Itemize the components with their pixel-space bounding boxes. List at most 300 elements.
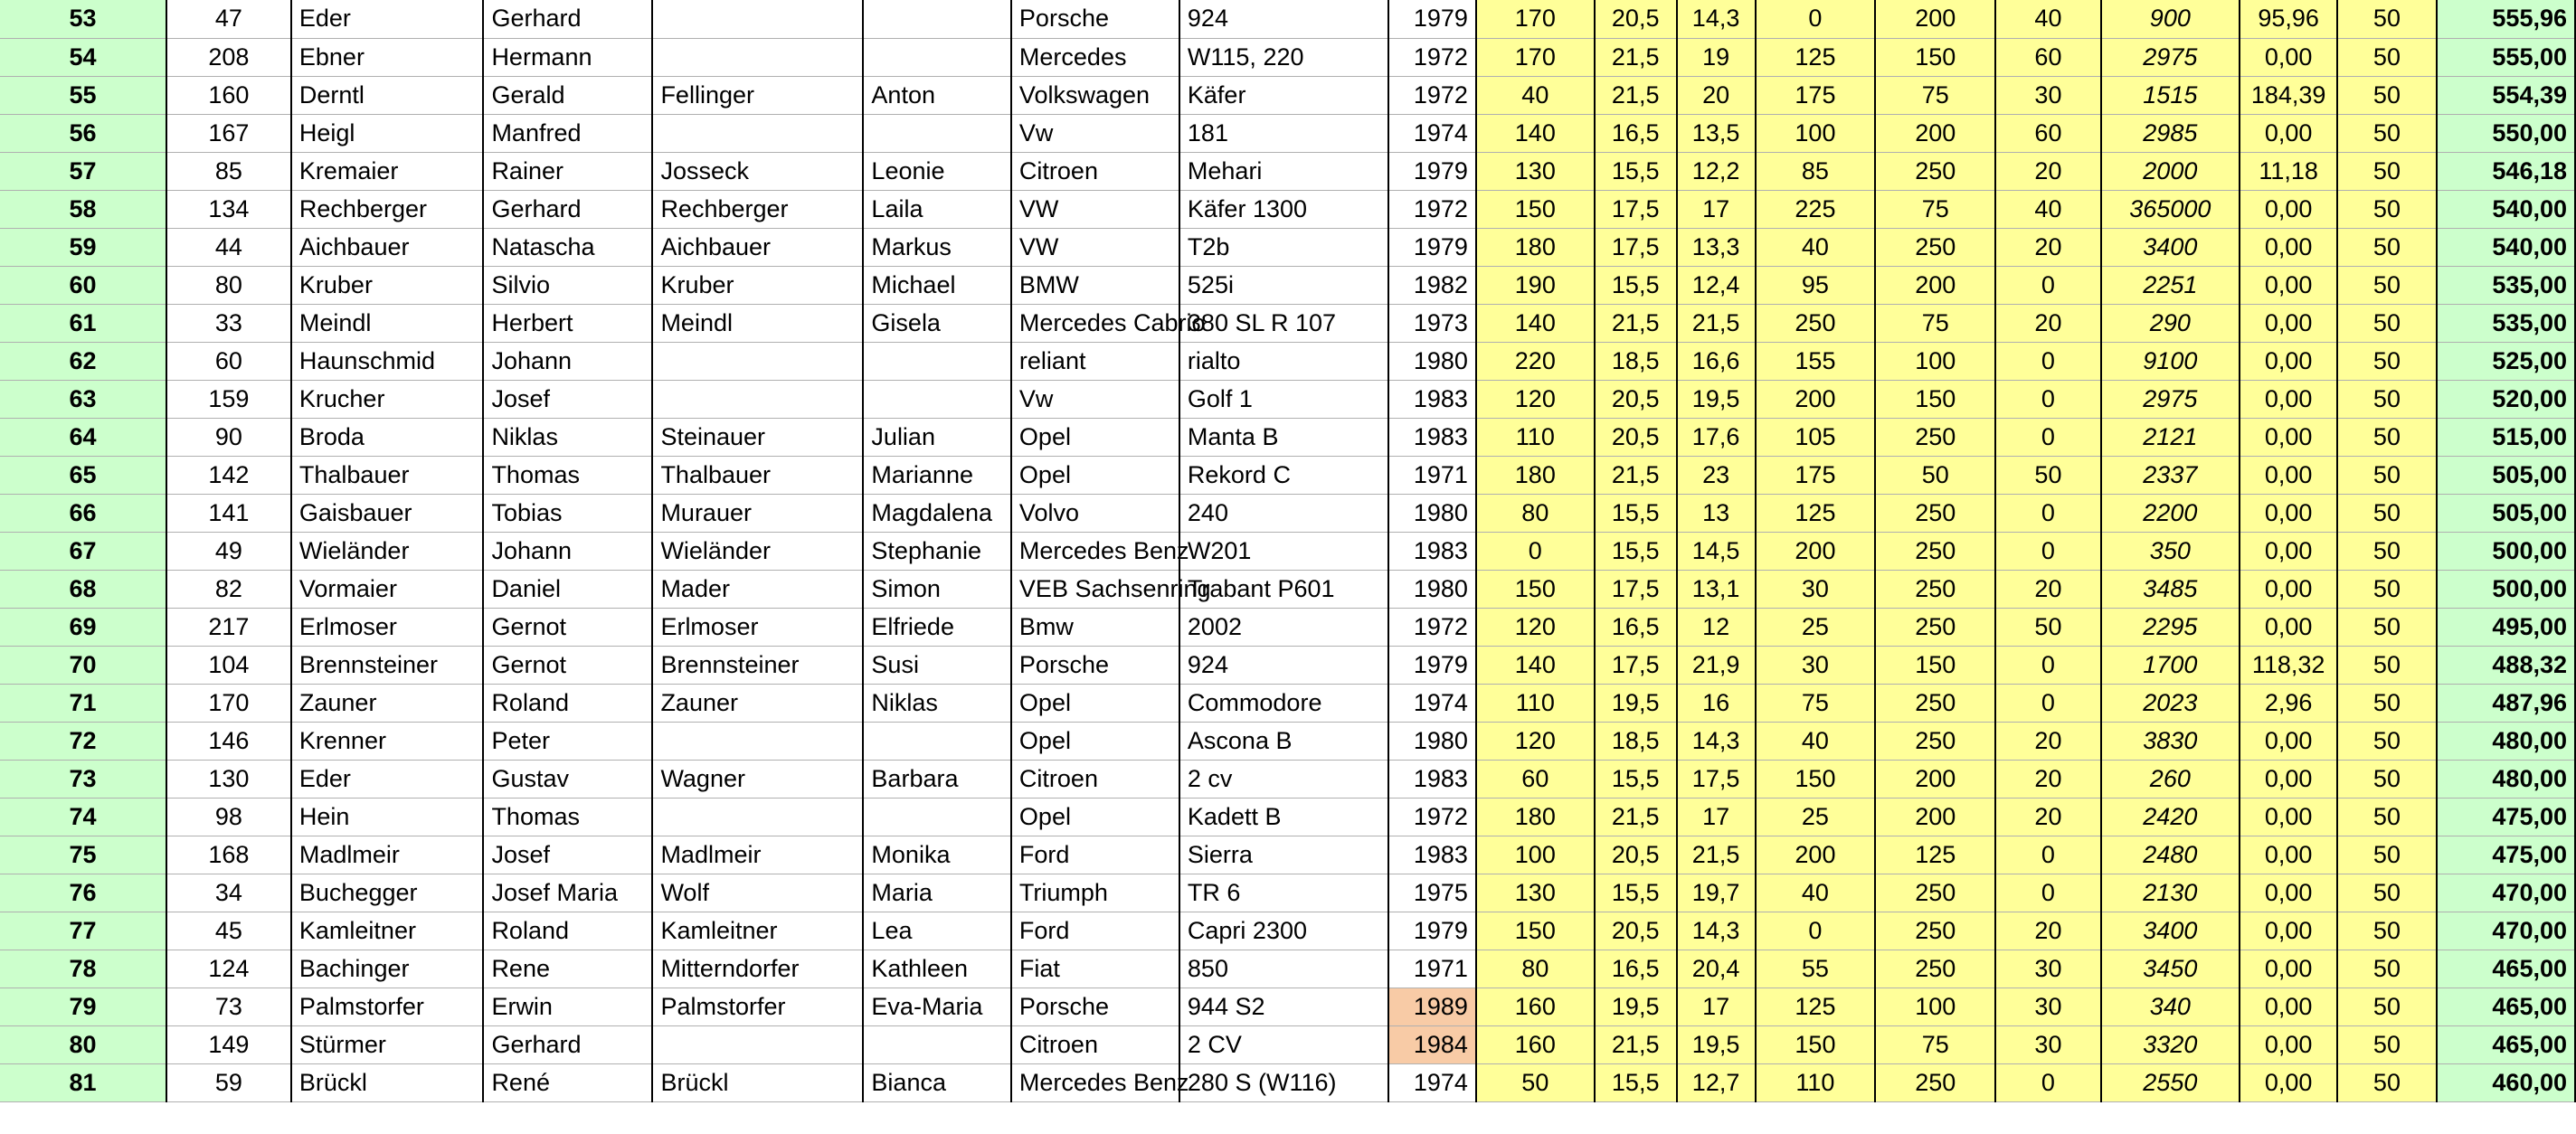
driver-lastname-cell[interactable]: Krucher xyxy=(291,380,484,418)
codriver-firstname-cell[interactable]: Magdalena xyxy=(863,494,1011,532)
score-cell[interactable]: 200 xyxy=(1756,532,1876,570)
car-model-cell[interactable]: Capri 2300 xyxy=(1179,912,1388,950)
rank-cell[interactable]: 56 xyxy=(0,114,166,152)
rank-cell[interactable]: 70 xyxy=(0,646,166,684)
codriver-firstname-cell[interactable] xyxy=(863,342,1011,380)
points-cell[interactable]: 50 xyxy=(2337,190,2436,228)
codriver-firstname-cell[interactable]: Niklas xyxy=(863,684,1011,722)
car-make-cell[interactable]: Fiat xyxy=(1011,950,1179,988)
rank-cell[interactable]: 57 xyxy=(0,152,166,190)
start-number-cell[interactable]: 47 xyxy=(166,0,291,38)
measure-cell[interactable]: 260 xyxy=(2101,760,2240,798)
car-model-cell[interactable]: Ascona B xyxy=(1179,722,1388,760)
score-cell[interactable]: 21,5 xyxy=(1677,836,1756,874)
rank-cell[interactable]: 53 xyxy=(0,0,166,38)
score-cell[interactable]: 160 xyxy=(1476,988,1595,1025)
codriver-lastname-cell[interactable]: Kamleitner xyxy=(652,912,863,950)
score-cell[interactable]: 30 xyxy=(1756,570,1876,608)
bonus-cell[interactable]: 0,00 xyxy=(2240,304,2337,342)
codriver-firstname-cell[interactable]: Barbara xyxy=(863,760,1011,798)
score-cell[interactable]: 95 xyxy=(1756,266,1876,304)
score-cell[interactable]: 14,3 xyxy=(1677,722,1756,760)
score-cell[interactable]: 0 xyxy=(1995,418,2100,456)
start-number-cell[interactable]: 73 xyxy=(166,988,291,1025)
car-model-cell[interactable]: 2 cv xyxy=(1179,760,1388,798)
car-make-cell[interactable]: reliant xyxy=(1011,342,1179,380)
rank-cell[interactable]: 75 xyxy=(0,836,166,874)
rank-cell[interactable]: 54 xyxy=(0,38,166,76)
car-model-cell[interactable]: 850 xyxy=(1179,950,1388,988)
measure-cell[interactable]: 350 xyxy=(2101,532,2240,570)
bonus-cell[interactable]: 0,00 xyxy=(2240,570,2337,608)
score-cell[interactable]: 15,5 xyxy=(1595,532,1677,570)
measure-cell[interactable]: 2130 xyxy=(2101,874,2240,912)
year-cell[interactable]: 1983 xyxy=(1388,532,1476,570)
score-cell[interactable]: 30 xyxy=(1756,646,1876,684)
codriver-firstname-cell[interactable]: Eva-Maria xyxy=(863,988,1011,1025)
start-number-cell[interactable]: 217 xyxy=(166,608,291,646)
score-cell[interactable]: 75 xyxy=(1875,304,1995,342)
bonus-cell[interactable]: 2,96 xyxy=(2240,684,2337,722)
total-cell[interactable]: 535,00 xyxy=(2437,266,2575,304)
codriver-firstname-cell[interactable] xyxy=(863,38,1011,76)
measure-cell[interactable]: 9100 xyxy=(2101,342,2240,380)
score-cell[interactable]: 0 xyxy=(1995,494,2100,532)
score-cell[interactable]: 100 xyxy=(1476,836,1595,874)
driver-firstname-cell[interactable]: Niklas xyxy=(483,418,652,456)
driver-lastname-cell[interactable]: Erlmoser xyxy=(291,608,484,646)
driver-firstname-cell[interactable]: Gerhard xyxy=(483,1025,652,1063)
measure-cell[interactable]: 365000 xyxy=(2101,190,2240,228)
score-cell[interactable]: 150 xyxy=(1875,380,1995,418)
measure-cell[interactable]: 1515 xyxy=(2101,76,2240,114)
year-cell[interactable]: 1980 xyxy=(1388,494,1476,532)
score-cell[interactable]: 21,5 xyxy=(1595,76,1677,114)
car-model-cell[interactable]: Käfer xyxy=(1179,76,1388,114)
score-cell[interactable]: 180 xyxy=(1476,456,1595,494)
driver-lastname-cell[interactable]: Kamleitner xyxy=(291,912,484,950)
measure-cell[interactable]: 3450 xyxy=(2101,950,2240,988)
year-cell[interactable]: 1979 xyxy=(1388,0,1476,38)
driver-lastname-cell[interactable]: Krenner xyxy=(291,722,484,760)
driver-firstname-cell[interactable]: Natascha xyxy=(483,228,652,266)
score-cell[interactable]: 18,5 xyxy=(1595,342,1677,380)
points-cell[interactable]: 50 xyxy=(2337,114,2436,152)
start-number-cell[interactable]: 208 xyxy=(166,38,291,76)
car-make-cell[interactable]: Vw xyxy=(1011,114,1179,152)
start-number-cell[interactable]: 104 xyxy=(166,646,291,684)
score-cell[interactable]: 130 xyxy=(1476,874,1595,912)
score-cell[interactable]: 100 xyxy=(1756,114,1876,152)
score-cell[interactable]: 12 xyxy=(1677,608,1756,646)
car-make-cell[interactable]: Porsche xyxy=(1011,0,1179,38)
year-cell[interactable]: 1971 xyxy=(1388,950,1476,988)
points-cell[interactable]: 50 xyxy=(2337,760,2436,798)
codriver-lastname-cell[interactable]: Brennsteiner xyxy=(652,646,863,684)
car-model-cell[interactable]: 380 SL R 107 xyxy=(1179,304,1388,342)
measure-cell[interactable]: 2200 xyxy=(2101,494,2240,532)
score-cell[interactable]: 150 xyxy=(1476,190,1595,228)
points-cell[interactable]: 50 xyxy=(2337,836,2436,874)
score-cell[interactable]: 120 xyxy=(1476,608,1595,646)
codriver-lastname-cell[interactable] xyxy=(652,1025,863,1063)
car-make-cell[interactable]: Vw xyxy=(1011,380,1179,418)
car-make-cell[interactable]: Ford xyxy=(1011,836,1179,874)
score-cell[interactable]: 175 xyxy=(1756,456,1876,494)
score-cell[interactable]: 250 xyxy=(1875,874,1995,912)
score-cell[interactable]: 250 xyxy=(1875,418,1995,456)
points-cell[interactable]: 50 xyxy=(2337,874,2436,912)
bonus-cell[interactable]: 0,00 xyxy=(2240,912,2337,950)
driver-lastname-cell[interactable]: Eder xyxy=(291,0,484,38)
score-cell[interactable]: 40 xyxy=(1476,76,1595,114)
score-cell[interactable]: 20,5 xyxy=(1595,418,1677,456)
score-cell[interactable]: 250 xyxy=(1875,1063,1995,1101)
driver-firstname-cell[interactable]: Tobias xyxy=(483,494,652,532)
driver-lastname-cell[interactable]: Ebner xyxy=(291,38,484,76)
driver-lastname-cell[interactable]: Stürmer xyxy=(291,1025,484,1063)
total-cell[interactable]: 554,39 xyxy=(2437,76,2575,114)
year-cell[interactable]: 1974 xyxy=(1388,114,1476,152)
rank-cell[interactable]: 62 xyxy=(0,342,166,380)
points-cell[interactable]: 50 xyxy=(2337,570,2436,608)
score-cell[interactable]: 20,5 xyxy=(1595,0,1677,38)
score-cell[interactable]: 150 xyxy=(1875,38,1995,76)
score-cell[interactable]: 16,5 xyxy=(1595,950,1677,988)
bonus-cell[interactable]: 0,00 xyxy=(2240,228,2337,266)
codriver-firstname-cell[interactable]: Laila xyxy=(863,190,1011,228)
points-cell[interactable]: 50 xyxy=(2337,266,2436,304)
codriver-lastname-cell[interactable] xyxy=(652,722,863,760)
score-cell[interactable]: 50 xyxy=(1995,456,2100,494)
score-cell[interactable]: 20,5 xyxy=(1595,912,1677,950)
driver-lastname-cell[interactable]: Palmstorfer xyxy=(291,988,484,1025)
start-number-cell[interactable]: 159 xyxy=(166,380,291,418)
score-cell[interactable]: 17 xyxy=(1677,190,1756,228)
bonus-cell[interactable]: 0,00 xyxy=(2240,950,2337,988)
score-cell[interactable]: 50 xyxy=(1476,1063,1595,1101)
codriver-firstname-cell[interactable]: Michael xyxy=(863,266,1011,304)
start-number-cell[interactable]: 141 xyxy=(166,494,291,532)
bonus-cell[interactable]: 11,18 xyxy=(2240,152,2337,190)
score-cell[interactable]: 250 xyxy=(1756,304,1876,342)
driver-firstname-cell[interactable]: Gernot xyxy=(483,608,652,646)
driver-firstname-cell[interactable]: Gerhard xyxy=(483,190,652,228)
codriver-firstname-cell[interactable]: Gisela xyxy=(863,304,1011,342)
measure-cell[interactable]: 900 xyxy=(2101,0,2240,38)
rank-cell[interactable]: 73 xyxy=(0,760,166,798)
score-cell[interactable]: 16,5 xyxy=(1595,114,1677,152)
points-cell[interactable]: 50 xyxy=(2337,76,2436,114)
score-cell[interactable]: 17,5 xyxy=(1595,570,1677,608)
total-cell[interactable]: 460,00 xyxy=(2437,1063,2575,1101)
bonus-cell[interactable]: 0,00 xyxy=(2240,798,2337,836)
measure-cell[interactable]: 2251 xyxy=(2101,266,2240,304)
score-cell[interactable]: 0 xyxy=(1756,912,1876,950)
score-cell[interactable]: 250 xyxy=(1875,608,1995,646)
total-cell[interactable]: 550,00 xyxy=(2437,114,2575,152)
score-cell[interactable]: 150 xyxy=(1756,1025,1876,1063)
total-cell[interactable]: 465,00 xyxy=(2437,1025,2575,1063)
driver-firstname-cell[interactable]: Gerald xyxy=(483,76,652,114)
codriver-firstname-cell[interactable]: Lea xyxy=(863,912,1011,950)
codriver-lastname-cell[interactable]: Steinauer xyxy=(652,418,863,456)
total-cell[interactable]: 495,00 xyxy=(2437,608,2575,646)
score-cell[interactable]: 50 xyxy=(1875,456,1995,494)
points-cell[interactable]: 50 xyxy=(2337,342,2436,380)
start-number-cell[interactable]: 98 xyxy=(166,798,291,836)
total-cell[interactable]: 480,00 xyxy=(2437,760,2575,798)
points-cell[interactable]: 50 xyxy=(2337,152,2436,190)
driver-lastname-cell[interactable]: Thalbauer xyxy=(291,456,484,494)
driver-lastname-cell[interactable]: Wieländer xyxy=(291,532,484,570)
car-make-cell[interactable]: Mercedes Cabrio xyxy=(1011,304,1179,342)
score-cell[interactable]: 85 xyxy=(1756,152,1876,190)
measure-cell[interactable]: 2480 xyxy=(2101,836,2240,874)
start-number-cell[interactable]: 34 xyxy=(166,874,291,912)
car-model-cell[interactable]: 525i xyxy=(1179,266,1388,304)
score-cell[interactable]: 150 xyxy=(1875,646,1995,684)
year-cell[interactable]: 1983 xyxy=(1388,418,1476,456)
score-cell[interactable]: 17,5 xyxy=(1677,760,1756,798)
codriver-lastname-cell[interactable]: Rechberger xyxy=(652,190,863,228)
total-cell[interactable]: 540,00 xyxy=(2437,228,2575,266)
codriver-lastname-cell[interactable]: Murauer xyxy=(652,494,863,532)
bonus-cell[interactable]: 0,00 xyxy=(2240,38,2337,76)
codriver-firstname-cell[interactable] xyxy=(863,114,1011,152)
rank-cell[interactable]: 65 xyxy=(0,456,166,494)
codriver-lastname-cell[interactable]: Mitterndorfer xyxy=(652,950,863,988)
total-cell[interactable]: 515,00 xyxy=(2437,418,2575,456)
codriver-firstname-cell[interactable] xyxy=(863,798,1011,836)
codriver-lastname-cell[interactable]: Palmstorfer xyxy=(652,988,863,1025)
driver-lastname-cell[interactable]: Eder xyxy=(291,760,484,798)
score-cell[interactable]: 105 xyxy=(1756,418,1876,456)
codriver-lastname-cell[interactable] xyxy=(652,114,863,152)
score-cell[interactable]: 125 xyxy=(1756,988,1876,1025)
score-cell[interactable]: 14,3 xyxy=(1677,0,1756,38)
start-number-cell[interactable]: 130 xyxy=(166,760,291,798)
bonus-cell[interactable]: 0,00 xyxy=(2240,456,2337,494)
start-number-cell[interactable]: 146 xyxy=(166,722,291,760)
start-number-cell[interactable]: 60 xyxy=(166,342,291,380)
score-cell[interactable]: 225 xyxy=(1756,190,1876,228)
car-make-cell[interactable]: Citroen xyxy=(1011,760,1179,798)
total-cell[interactable]: 525,00 xyxy=(2437,342,2575,380)
score-cell[interactable]: 30 xyxy=(1995,1025,2100,1063)
year-cell[interactable]: 1983 xyxy=(1388,760,1476,798)
score-cell[interactable]: 75 xyxy=(1875,190,1995,228)
year-cell[interactable]: 1972 xyxy=(1388,190,1476,228)
score-cell[interactable]: 150 xyxy=(1476,570,1595,608)
start-number-cell[interactable]: 142 xyxy=(166,456,291,494)
score-cell[interactable]: 200 xyxy=(1875,798,1995,836)
score-cell[interactable]: 0 xyxy=(1995,646,2100,684)
codriver-firstname-cell[interactable] xyxy=(863,0,1011,38)
score-cell[interactable]: 100 xyxy=(1875,988,1995,1025)
points-cell[interactable]: 50 xyxy=(2337,1025,2436,1063)
car-make-cell[interactable]: Bmw xyxy=(1011,608,1179,646)
car-make-cell[interactable]: Porsche xyxy=(1011,988,1179,1025)
codriver-lastname-cell[interactable]: Madlmeir xyxy=(652,836,863,874)
bonus-cell[interactable]: 0,00 xyxy=(2240,608,2337,646)
car-model-cell[interactable]: T2b xyxy=(1179,228,1388,266)
score-cell[interactable]: 140 xyxy=(1476,304,1595,342)
score-cell[interactable]: 21,5 xyxy=(1677,304,1756,342)
rank-cell[interactable]: 77 xyxy=(0,912,166,950)
score-cell[interactable]: 17,6 xyxy=(1677,418,1756,456)
car-make-cell[interactable]: Citroen xyxy=(1011,1025,1179,1063)
year-cell[interactable]: 1979 xyxy=(1388,152,1476,190)
score-cell[interactable]: 75 xyxy=(1756,684,1876,722)
year-cell[interactable]: 1980 xyxy=(1388,722,1476,760)
codriver-firstname-cell[interactable]: Simon xyxy=(863,570,1011,608)
score-cell[interactable]: 20,5 xyxy=(1595,380,1677,418)
score-cell[interactable]: 170 xyxy=(1476,38,1595,76)
year-cell[interactable]: 1972 xyxy=(1388,76,1476,114)
codriver-firstname-cell[interactable]: Bianca xyxy=(863,1063,1011,1101)
points-cell[interactable]: 50 xyxy=(2337,912,2436,950)
score-cell[interactable]: 0 xyxy=(1995,532,2100,570)
codriver-firstname-cell[interactable]: Leonie xyxy=(863,152,1011,190)
car-model-cell[interactable]: TR 6 xyxy=(1179,874,1388,912)
rank-cell[interactable]: 64 xyxy=(0,418,166,456)
car-make-cell[interactable]: Opel xyxy=(1011,456,1179,494)
score-cell[interactable]: 0 xyxy=(1995,380,2100,418)
points-cell[interactable]: 50 xyxy=(2337,0,2436,38)
codriver-lastname-cell[interactable] xyxy=(652,38,863,76)
points-cell[interactable]: 50 xyxy=(2337,798,2436,836)
year-cell[interactable]: 1980 xyxy=(1388,342,1476,380)
driver-firstname-cell[interactable]: Gustav xyxy=(483,760,652,798)
car-make-cell[interactable]: BMW xyxy=(1011,266,1179,304)
start-number-cell[interactable]: 160 xyxy=(166,76,291,114)
points-cell[interactable]: 50 xyxy=(2337,228,2436,266)
start-number-cell[interactable]: 170 xyxy=(166,684,291,722)
codriver-lastname-cell[interactable] xyxy=(652,380,863,418)
driver-lastname-cell[interactable]: Buchegger xyxy=(291,874,484,912)
driver-firstname-cell[interactable]: Roland xyxy=(483,912,652,950)
points-cell[interactable]: 50 xyxy=(2337,950,2436,988)
car-model-cell[interactable]: 2 CV xyxy=(1179,1025,1388,1063)
score-cell[interactable]: 120 xyxy=(1476,722,1595,760)
car-model-cell[interactable]: Rekord C xyxy=(1179,456,1388,494)
total-cell[interactable]: 535,00 xyxy=(2437,304,2575,342)
driver-lastname-cell[interactable]: Derntl xyxy=(291,76,484,114)
score-cell[interactable]: 12,7 xyxy=(1677,1063,1756,1101)
score-cell[interactable]: 12,4 xyxy=(1677,266,1756,304)
car-model-cell[interactable]: 924 xyxy=(1179,646,1388,684)
points-cell[interactable]: 50 xyxy=(2337,418,2436,456)
score-cell[interactable]: 125 xyxy=(1875,836,1995,874)
score-cell[interactable]: 75 xyxy=(1875,76,1995,114)
score-cell[interactable]: 21,5 xyxy=(1595,798,1677,836)
score-cell[interactable]: 60 xyxy=(1476,760,1595,798)
score-cell[interactable]: 19,7 xyxy=(1677,874,1756,912)
car-make-cell[interactable]: Opel xyxy=(1011,418,1179,456)
score-cell[interactable]: 15,5 xyxy=(1595,874,1677,912)
points-cell[interactable]: 50 xyxy=(2337,380,2436,418)
score-cell[interactable]: 13,3 xyxy=(1677,228,1756,266)
score-cell[interactable]: 140 xyxy=(1476,114,1595,152)
bonus-cell[interactable]: 0,00 xyxy=(2240,114,2337,152)
total-cell[interactable]: 555,96 xyxy=(2437,0,2575,38)
score-cell[interactable]: 16 xyxy=(1677,684,1756,722)
score-cell[interactable]: 15,5 xyxy=(1595,1063,1677,1101)
score-cell[interactable]: 20 xyxy=(1995,798,2100,836)
score-cell[interactable]: 200 xyxy=(1875,266,1995,304)
score-cell[interactable]: 19,5 xyxy=(1595,684,1677,722)
rank-cell[interactable]: 61 xyxy=(0,304,166,342)
codriver-firstname-cell[interactable] xyxy=(863,722,1011,760)
codriver-lastname-cell[interactable]: Aichbauer xyxy=(652,228,863,266)
score-cell[interactable]: 100 xyxy=(1875,342,1995,380)
start-number-cell[interactable]: 59 xyxy=(166,1063,291,1101)
measure-cell[interactable]: 3320 xyxy=(2101,1025,2240,1063)
codriver-firstname-cell[interactable]: Kathleen xyxy=(863,950,1011,988)
driver-lastname-cell[interactable]: Kremaier xyxy=(291,152,484,190)
score-cell[interactable]: 20 xyxy=(1995,152,2100,190)
driver-lastname-cell[interactable]: Gaisbauer xyxy=(291,494,484,532)
codriver-lastname-cell[interactable]: Erlmoser xyxy=(652,608,863,646)
car-make-cell[interactable]: Mercedes Benz xyxy=(1011,532,1179,570)
start-number-cell[interactable]: 80 xyxy=(166,266,291,304)
score-cell[interactable]: 18,5 xyxy=(1595,722,1677,760)
score-cell[interactable]: 110 xyxy=(1756,1063,1876,1101)
score-cell[interactable]: 12,2 xyxy=(1677,152,1756,190)
bonus-cell[interactable]: 0,00 xyxy=(2240,532,2337,570)
total-cell[interactable]: 470,00 xyxy=(2437,874,2575,912)
codriver-firstname-cell[interactable]: Marianne xyxy=(863,456,1011,494)
car-make-cell[interactable]: VW xyxy=(1011,190,1179,228)
year-cell[interactable]: 1974 xyxy=(1388,684,1476,722)
score-cell[interactable]: 220 xyxy=(1476,342,1595,380)
car-model-cell[interactable]: Käfer 1300 xyxy=(1179,190,1388,228)
measure-cell[interactable]: 2420 xyxy=(2101,798,2240,836)
car-make-cell[interactable]: Ford xyxy=(1011,912,1179,950)
car-model-cell[interactable]: rialto xyxy=(1179,342,1388,380)
codriver-lastname-cell[interactable]: Wagner xyxy=(652,760,863,798)
car-make-cell[interactable]: Opel xyxy=(1011,684,1179,722)
driver-firstname-cell[interactable]: Rainer xyxy=(483,152,652,190)
start-number-cell[interactable]: 85 xyxy=(166,152,291,190)
codriver-lastname-cell[interactable]: Wolf xyxy=(652,874,863,912)
car-model-cell[interactable]: 280 S (W116) xyxy=(1179,1063,1388,1101)
rank-cell[interactable]: 74 xyxy=(0,798,166,836)
car-make-cell[interactable]: Opel xyxy=(1011,722,1179,760)
points-cell[interactable]: 50 xyxy=(2337,646,2436,684)
score-cell[interactable]: 170 xyxy=(1476,0,1595,38)
codriver-firstname-cell[interactable] xyxy=(863,380,1011,418)
score-cell[interactable]: 15,5 xyxy=(1595,266,1677,304)
score-cell[interactable]: 20 xyxy=(1995,722,2100,760)
year-cell[interactable]: 1983 xyxy=(1388,836,1476,874)
driver-lastname-cell[interactable]: Bachinger xyxy=(291,950,484,988)
rank-cell[interactable]: 69 xyxy=(0,608,166,646)
codriver-firstname-cell[interactable]: Stephanie xyxy=(863,532,1011,570)
codriver-lastname-cell[interactable] xyxy=(652,798,863,836)
measure-cell[interactable]: 3830 xyxy=(2101,722,2240,760)
score-cell[interactable]: 200 xyxy=(1875,0,1995,38)
driver-lastname-cell[interactable]: Rechberger xyxy=(291,190,484,228)
car-model-cell[interactable]: Commodore xyxy=(1179,684,1388,722)
points-cell[interactable]: 50 xyxy=(2337,456,2436,494)
score-cell[interactable]: 120 xyxy=(1476,380,1595,418)
start-number-cell[interactable]: 168 xyxy=(166,836,291,874)
score-cell[interactable]: 0 xyxy=(1995,266,2100,304)
total-cell[interactable]: 488,32 xyxy=(2437,646,2575,684)
score-cell[interactable]: 0 xyxy=(1756,0,1876,38)
